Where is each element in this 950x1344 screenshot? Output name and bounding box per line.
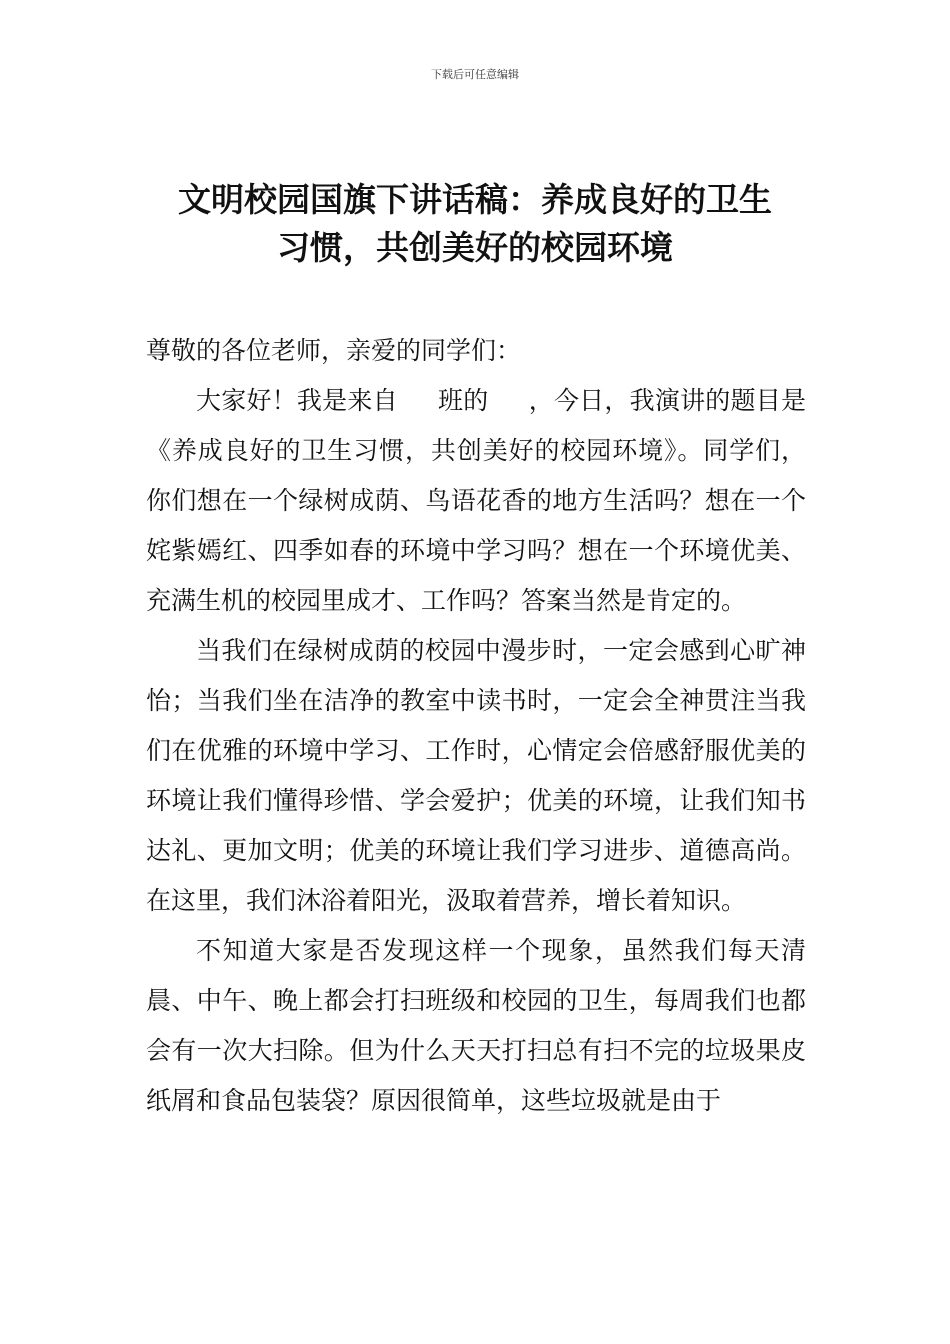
salutation: 尊敬的各位老师，亲爱的同学们： [146, 336, 522, 365]
title-line-1: 文明校园国旗下讲话稿：养成良好的卫生 [178, 180, 772, 219]
document-title [140, 176, 810, 272]
paragraph-1-part-2: 班的 [437, 386, 489, 415]
header-note: 下载后可任意编辑 [431, 68, 519, 81]
paragraph-1-part-3: ，今日，我演讲的题目是《养成良好的卫生习惯，共创美好的校园环境》。同学们，你们想在一个绿树成荫、鸟语花香的地方生活吗？想在一个姹紫嫣红、四季如春的环境中学习吗？想在一个环境优美、充满生机的校园里成才、工作吗？答案当然是肯定的。 [146, 386, 806, 615]
paragraph-2: 当我们在绿树成荫的校园中漫步时，一定会感到心旷神怡；当我们坐在洁净的教室中读书时，一定会全神贯注当我们在优雅的环境中学习、工作时，心情定会倍感舒服优美的环境让我们懂得珍惜、学会爱护；优美的环境，让我们知书达礼、更加文明；优美的环境让我们学习进步、道德高尚。在这里，我们沐浴着阳光，汲取着营养，增长着知识。 [146, 636, 806, 915]
title-line-2: 习惯，共创美好的校园环境 [277, 228, 673, 267]
paragraph-3: 不知道大家是否发现这样一个现象，虽然我们每天清晨、中午、晚上都会打扫班级和校园的卫生，每周我们也都会有一次大扫除。但为什么天天打扫总有扫不完的垃圾果皮纸屑和食品包装袋？原因很简单，这些垃圾就是由于 [146, 936, 806, 1115]
paragraph-1-part-1: 大家好！我是来自 [196, 386, 398, 415]
document-body [146, 326, 806, 1126]
paragraph-1 [146, 376, 806, 626]
